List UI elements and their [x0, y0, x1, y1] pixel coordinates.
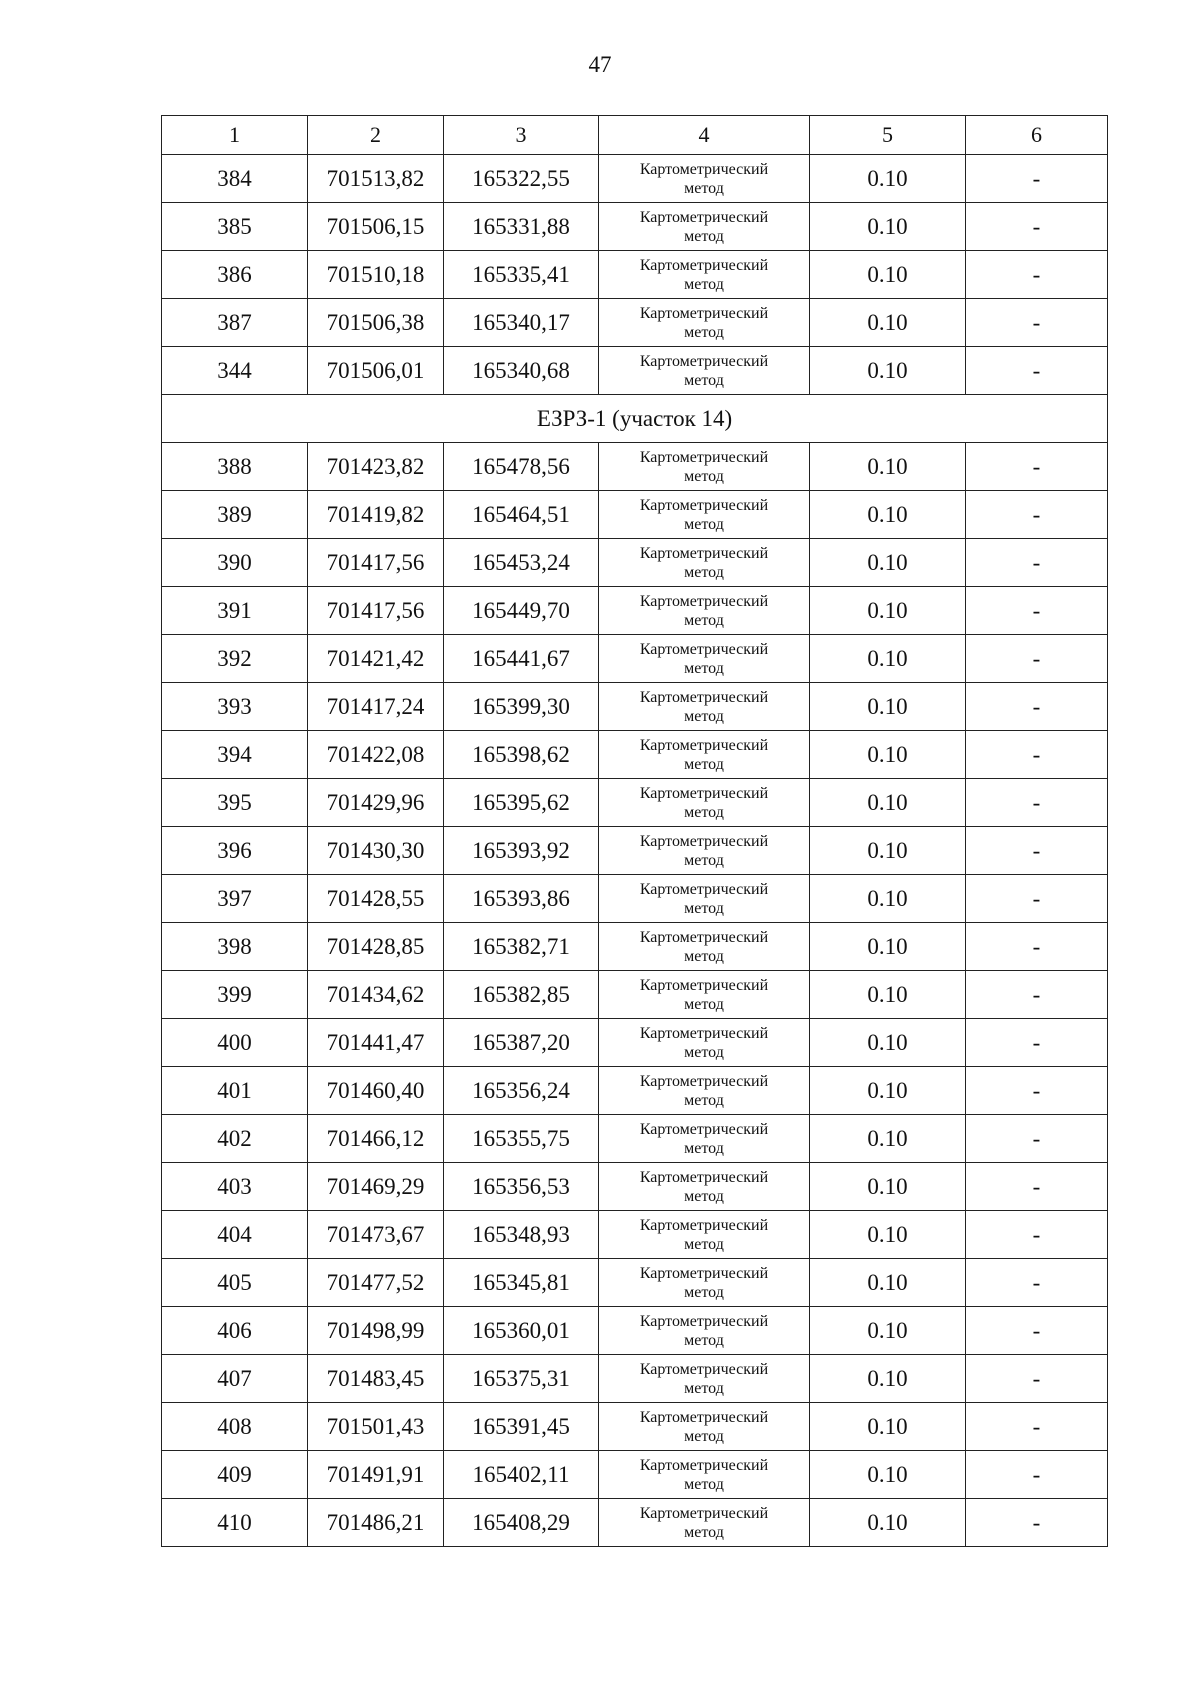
y-coordinate-cell: 165348,93: [444, 1211, 599, 1259]
precision-cell: 0.10: [810, 1163, 966, 1211]
method-cell: [599, 1259, 810, 1307]
x-coordinate-cell: 701477,52: [308, 1259, 444, 1307]
method-line2: метод: [684, 851, 724, 869]
table-row: [162, 923, 1108, 971]
description-cell: -: [966, 539, 1108, 587]
description-cell: -: [966, 1403, 1108, 1451]
method-line2: метод: [684, 515, 724, 533]
point-number-cell: 397: [162, 875, 308, 923]
method-line2: метод: [684, 611, 724, 629]
point-number-cell: 385: [162, 203, 308, 251]
method-cell: [599, 1163, 810, 1211]
point-number-cell: 410: [162, 1499, 308, 1547]
method-line1: Картометрический: [639, 1168, 769, 1186]
method-cell: [599, 1499, 810, 1547]
method-line2: метод: [684, 371, 724, 389]
description-cell: -: [966, 1259, 1108, 1307]
table-row: [162, 1211, 1108, 1259]
section-title: ЕЗРЗ-1 (участок 14): [162, 395, 1108, 443]
point-number-cell: 344: [162, 347, 308, 395]
precision-cell: 0.10: [810, 827, 966, 875]
description-cell: -: [966, 299, 1108, 347]
point-number-cell: 389: [162, 491, 308, 539]
method-line1: Картометрический: [639, 352, 769, 370]
description-cell: -: [966, 1163, 1108, 1211]
precision-cell: 0.10: [810, 251, 966, 299]
header-cell: 5: [810, 116, 966, 155]
description-cell: -: [966, 1355, 1108, 1403]
method-cell: [599, 875, 810, 923]
header-row: [162, 116, 1108, 155]
point-number-cell: 392: [162, 635, 308, 683]
method-line2: метод: [684, 179, 724, 197]
method-cell: [599, 827, 810, 875]
table-row: [162, 1451, 1108, 1499]
x-coordinate-cell: 701428,55: [308, 875, 444, 923]
coordinates-table: [161, 115, 1108, 1547]
precision-cell: 0.10: [810, 1355, 966, 1403]
method-line1: Картометрический: [639, 880, 769, 898]
method-cell: [599, 203, 810, 251]
method-line2: метод: [684, 275, 724, 293]
precision-cell: 0.10: [810, 1259, 966, 1307]
point-number-cell: 386: [162, 251, 308, 299]
x-coordinate-cell: 701501,43: [308, 1403, 444, 1451]
method-line2: метод: [684, 467, 724, 485]
point-number-cell: 390: [162, 539, 308, 587]
point-number-cell: 388: [162, 443, 308, 491]
method-line1: Картометрический: [639, 976, 769, 994]
x-coordinate-cell: 701423,82: [308, 443, 444, 491]
precision-cell: 0.10: [810, 1019, 966, 1067]
y-coordinate-cell: 165408,29: [444, 1499, 599, 1547]
method-line2: метод: [684, 1427, 724, 1445]
method-line2: метод: [684, 1475, 724, 1493]
table-row: [162, 1307, 1108, 1355]
method-line2: метод: [684, 1043, 724, 1061]
precision-cell: 0.10: [810, 731, 966, 779]
y-coordinate-cell: 165464,51: [444, 491, 599, 539]
y-coordinate-cell: 165449,70: [444, 587, 599, 635]
y-coordinate-cell: 165393,86: [444, 875, 599, 923]
y-coordinate-cell: 165478,56: [444, 443, 599, 491]
method-line1: Картометрический: [639, 544, 769, 562]
method-line1: Картометрический: [639, 1408, 769, 1426]
table-row: [162, 1403, 1108, 1451]
method-cell: [599, 491, 810, 539]
y-coordinate-cell: 165375,31: [444, 1355, 599, 1403]
method-line1: Картометрический: [639, 1024, 769, 1042]
description-cell: -: [966, 683, 1108, 731]
x-coordinate-cell: 701498,99: [308, 1307, 444, 1355]
method-cell: [599, 155, 810, 203]
method-cell: [599, 731, 810, 779]
description-cell: -: [966, 875, 1108, 923]
section-row: [162, 395, 1108, 443]
table-row: [162, 539, 1108, 587]
precision-cell: 0.10: [810, 1211, 966, 1259]
precision-cell: 0.10: [810, 971, 966, 1019]
point-number-cell: 391: [162, 587, 308, 635]
point-number-cell: 409: [162, 1451, 308, 1499]
header-cell: 4: [599, 116, 810, 155]
method-line2: метод: [684, 1091, 724, 1109]
method-line2: метод: [684, 947, 724, 965]
x-coordinate-cell: 701419,82: [308, 491, 444, 539]
method-line1: Картометрический: [639, 448, 769, 466]
x-coordinate-cell: 701506,01: [308, 347, 444, 395]
table-row: [162, 827, 1108, 875]
method-cell: [599, 1019, 810, 1067]
table-row: [162, 203, 1108, 251]
table-row: [162, 443, 1108, 491]
table-row: [162, 779, 1108, 827]
precision-cell: 0.10: [810, 779, 966, 827]
x-coordinate-cell: 701429,96: [308, 779, 444, 827]
method-line2: метод: [684, 659, 724, 677]
method-line2: метод: [684, 707, 724, 725]
y-coordinate-cell: 165453,24: [444, 539, 599, 587]
method-line2: метод: [684, 563, 724, 581]
table-row: [162, 1259, 1108, 1307]
table-row: [162, 971, 1108, 1019]
method-line1: Картометрический: [639, 1360, 769, 1378]
y-coordinate-cell: 165402,11: [444, 1451, 599, 1499]
x-coordinate-cell: 701428,85: [308, 923, 444, 971]
method-line2: метод: [684, 1331, 724, 1349]
method-cell: [599, 347, 810, 395]
precision-cell: 0.10: [810, 1499, 966, 1547]
method-line2: метод: [684, 1187, 724, 1205]
y-coordinate-cell: 165331,88: [444, 203, 599, 251]
y-coordinate-cell: 165382,85: [444, 971, 599, 1019]
method-line1: Картометрический: [639, 736, 769, 754]
precision-cell: 0.10: [810, 683, 966, 731]
method-line2: метод: [684, 1235, 724, 1253]
precision-cell: 0.10: [810, 1067, 966, 1115]
description-cell: -: [966, 779, 1108, 827]
precision-cell: 0.10: [810, 587, 966, 635]
point-number-cell: 402: [162, 1115, 308, 1163]
method-line1: Картометрический: [639, 784, 769, 802]
precision-cell: 0.10: [810, 1403, 966, 1451]
precision-cell: 0.10: [810, 539, 966, 587]
description-cell: -: [966, 203, 1108, 251]
description-cell: -: [966, 251, 1108, 299]
description-cell: -: [966, 1499, 1108, 1547]
x-coordinate-cell: 701434,62: [308, 971, 444, 1019]
method-line2: метод: [684, 755, 724, 773]
x-coordinate-cell: 701491,91: [308, 1451, 444, 1499]
precision-cell: 0.10: [810, 875, 966, 923]
method-line1: Картометрический: [639, 928, 769, 946]
y-coordinate-cell: 165395,62: [444, 779, 599, 827]
y-coordinate-cell: 165345,81: [444, 1259, 599, 1307]
precision-cell: 0.10: [810, 1307, 966, 1355]
point-number-cell: 405: [162, 1259, 308, 1307]
method-cell: [599, 1307, 810, 1355]
method-cell: [599, 1451, 810, 1499]
method-line1: Картометрический: [639, 1216, 769, 1234]
x-coordinate-cell: 701460,40: [308, 1067, 444, 1115]
point-number-cell: 394: [162, 731, 308, 779]
point-number-cell: 398: [162, 923, 308, 971]
method-line2: метод: [684, 323, 724, 341]
header-cell: 2: [308, 116, 444, 155]
method-cell: [599, 1211, 810, 1259]
method-line2: метод: [684, 1523, 724, 1541]
method-line2: метод: [684, 1283, 724, 1301]
table-row: [162, 731, 1108, 779]
description-cell: -: [966, 587, 1108, 635]
description-cell: -: [966, 827, 1108, 875]
table-row: [162, 587, 1108, 635]
description-cell: -: [966, 1211, 1108, 1259]
y-coordinate-cell: 165340,68: [444, 347, 599, 395]
point-number-cell: 408: [162, 1403, 308, 1451]
x-coordinate-cell: 701417,56: [308, 587, 444, 635]
table-row: [162, 683, 1108, 731]
method-line2: метод: [684, 1139, 724, 1157]
y-coordinate-cell: 165387,20: [444, 1019, 599, 1067]
point-number-cell: 396: [162, 827, 308, 875]
header-cell: 6: [966, 116, 1108, 155]
method-line1: Картометрический: [639, 256, 769, 274]
table-row: [162, 1019, 1108, 1067]
point-number-cell: 400: [162, 1019, 308, 1067]
point-number-cell: 387: [162, 299, 308, 347]
description-cell: -: [966, 731, 1108, 779]
method-line2: метод: [684, 995, 724, 1013]
description-cell: -: [966, 1019, 1108, 1067]
x-coordinate-cell: 701417,56: [308, 539, 444, 587]
x-coordinate-cell: 701506,15: [308, 203, 444, 251]
method-line1: Картометрический: [639, 592, 769, 610]
table-row: [162, 1499, 1108, 1547]
precision-cell: 0.10: [810, 923, 966, 971]
table-row: [162, 875, 1108, 923]
table-row: [162, 1115, 1108, 1163]
description-cell: -: [966, 491, 1108, 539]
y-coordinate-cell: 165340,17: [444, 299, 599, 347]
x-coordinate-cell: 701422,08: [308, 731, 444, 779]
method-cell: [599, 1403, 810, 1451]
method-line1: Картометрический: [639, 496, 769, 514]
table-row: [162, 1067, 1108, 1115]
point-number-cell: 393: [162, 683, 308, 731]
method-line1: Картометрический: [639, 304, 769, 322]
method-line1: Картометрический: [639, 688, 769, 706]
method-line1: Картометрический: [639, 1504, 769, 1522]
table-row: [162, 491, 1108, 539]
method-line2: метод: [684, 899, 724, 917]
table-body: [162, 155, 1108, 1547]
point-number-cell: 401: [162, 1067, 308, 1115]
description-cell: -: [966, 971, 1108, 1019]
method-cell: [599, 1115, 810, 1163]
method-cell: [599, 971, 810, 1019]
y-coordinate-cell: 165360,01: [444, 1307, 599, 1355]
header-cell: 3: [444, 116, 599, 155]
precision-cell: 0.10: [810, 1451, 966, 1499]
y-coordinate-cell: 165355,75: [444, 1115, 599, 1163]
point-number-cell: 404: [162, 1211, 308, 1259]
method-cell: [599, 299, 810, 347]
table-row: [162, 299, 1108, 347]
y-coordinate-cell: 165399,30: [444, 683, 599, 731]
y-coordinate-cell: 165335,41: [444, 251, 599, 299]
x-coordinate-cell: 701486,21: [308, 1499, 444, 1547]
x-coordinate-cell: 701430,30: [308, 827, 444, 875]
table-row: [162, 1163, 1108, 1211]
precision-cell: 0.10: [810, 203, 966, 251]
method-line1: Картометрический: [639, 1264, 769, 1282]
method-line1: Картометрический: [639, 1120, 769, 1138]
description-cell: -: [966, 155, 1108, 203]
method-line1: Картометрический: [639, 1312, 769, 1330]
x-coordinate-cell: 701510,18: [308, 251, 444, 299]
method-cell: [599, 587, 810, 635]
x-coordinate-cell: 701469,29: [308, 1163, 444, 1211]
description-cell: -: [966, 1115, 1108, 1163]
description-cell: -: [966, 923, 1108, 971]
precision-cell: 0.10: [810, 443, 966, 491]
x-coordinate-cell: 701466,12: [308, 1115, 444, 1163]
point-number-cell: 384: [162, 155, 308, 203]
precision-cell: 0.10: [810, 491, 966, 539]
header-cell: 1: [162, 116, 308, 155]
method-line1: Картометрический: [639, 1456, 769, 1474]
y-coordinate-cell: 165398,62: [444, 731, 599, 779]
method-line1: Картометрический: [639, 160, 769, 178]
table-row: [162, 251, 1108, 299]
y-coordinate-cell: 165391,45: [444, 1403, 599, 1451]
method-line1: Картометрический: [639, 832, 769, 850]
y-coordinate-cell: 165356,24: [444, 1067, 599, 1115]
method-line1: Картометрический: [639, 208, 769, 226]
page-number: 47: [588, 52, 612, 77]
method-cell: [599, 251, 810, 299]
point-number-cell: 407: [162, 1355, 308, 1403]
y-coordinate-cell: 165382,71: [444, 923, 599, 971]
point-number-cell: 399: [162, 971, 308, 1019]
x-coordinate-cell: 701473,67: [308, 1211, 444, 1259]
description-cell: -: [966, 1451, 1108, 1499]
precision-cell: 0.10: [810, 299, 966, 347]
method-cell: [599, 1067, 810, 1115]
method-line1: Картометрический: [639, 1072, 769, 1090]
precision-cell: 0.10: [810, 635, 966, 683]
method-cell: [599, 539, 810, 587]
method-cell: [599, 779, 810, 827]
point-number-cell: 406: [162, 1307, 308, 1355]
description-cell: -: [966, 347, 1108, 395]
description-cell: -: [966, 1067, 1108, 1115]
method-cell: [599, 443, 810, 491]
precision-cell: 0.10: [810, 347, 966, 395]
method-cell: [599, 923, 810, 971]
y-coordinate-cell: 165441,67: [444, 635, 599, 683]
method-cell: [599, 1355, 810, 1403]
description-cell: -: [966, 443, 1108, 491]
table-row: [162, 1355, 1108, 1403]
description-cell: -: [966, 1307, 1108, 1355]
table-row: [162, 347, 1108, 395]
point-number-cell: 395: [162, 779, 308, 827]
x-coordinate-cell: 701513,82: [308, 155, 444, 203]
x-coordinate-cell: 701506,38: [308, 299, 444, 347]
precision-cell: 0.10: [810, 155, 966, 203]
x-coordinate-cell: 701483,45: [308, 1355, 444, 1403]
x-coordinate-cell: 701441,47: [308, 1019, 444, 1067]
x-coordinate-cell: 701421,42: [308, 635, 444, 683]
table-row: [162, 635, 1108, 683]
description-cell: -: [966, 635, 1108, 683]
y-coordinate-cell: 165322,55: [444, 155, 599, 203]
y-coordinate-cell: 165356,53: [444, 1163, 599, 1211]
table-row: [162, 155, 1108, 203]
point-number-cell: 403: [162, 1163, 308, 1211]
method-cell: [599, 683, 810, 731]
precision-cell: 0.10: [810, 1115, 966, 1163]
method-line1: Картометрический: [639, 640, 769, 658]
y-coordinate-cell: 165393,92: [444, 827, 599, 875]
method-line2: метод: [684, 803, 724, 821]
method-line2: метод: [684, 1379, 724, 1397]
method-line2: метод: [684, 227, 724, 245]
method-cell: [599, 635, 810, 683]
x-coordinate-cell: 701417,24: [308, 683, 444, 731]
